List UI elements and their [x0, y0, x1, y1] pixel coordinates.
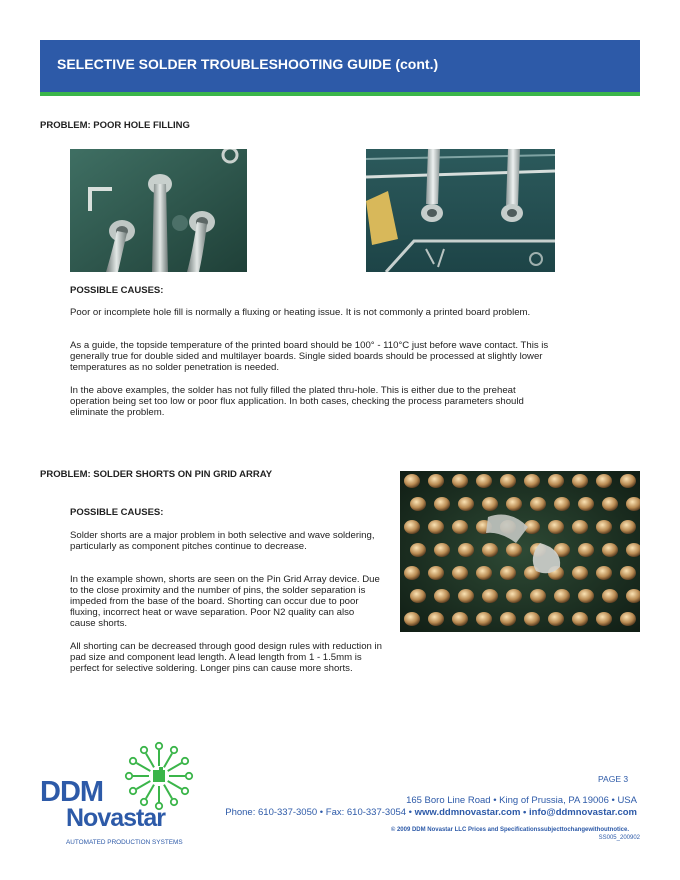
pga-pin	[506, 497, 522, 511]
pga-pin	[434, 543, 450, 557]
pga-pin	[428, 612, 444, 626]
pga-pin	[524, 612, 540, 626]
starburst-node	[182, 758, 188, 764]
starburst-node	[171, 747, 177, 753]
pga-pin	[404, 566, 420, 580]
pga-pin	[548, 612, 564, 626]
starburst-ray	[146, 753, 154, 767]
pga-pin	[578, 543, 594, 557]
pga-pin	[452, 566, 468, 580]
pga-pin	[476, 566, 492, 580]
footer-copyright: © 2009 DDM Novastar LLC Prices and Specificationssubjecttochangewithoutnotice.	[390, 827, 629, 833]
pga-pin	[452, 474, 468, 488]
pga-pin	[620, 566, 636, 580]
pga-pin	[530, 497, 546, 511]
logo-ddm: DDM	[40, 776, 104, 808]
footer-address: 165 Boro Line Road • King of Prussia, PA 19006 • USA	[406, 795, 637, 806]
pga-pin	[554, 589, 570, 603]
possible-causes-heading-1: POSSIBLE CAUSES:	[70, 285, 164, 296]
document-code: SS005_200902	[598, 835, 640, 841]
pga-pin	[620, 612, 636, 626]
starburst-ray	[136, 763, 150, 771]
pga-pin	[404, 520, 420, 534]
photo-poor-hole-fill-right	[366, 149, 555, 272]
pga-pin	[458, 543, 474, 557]
pga-pin	[548, 474, 564, 488]
header-accent-stripe	[40, 92, 640, 96]
photo-pin-grid-array-shorts	[400, 471, 640, 632]
starburst-ray	[136, 781, 150, 789]
starburst-node	[171, 799, 177, 805]
photo-poor-hole-fill-left	[70, 149, 247, 272]
pga-pin	[602, 543, 618, 557]
starburst-node	[141, 747, 147, 753]
footer-phone-fax: Phone: 610-337-3050 • Fax: 610-337-3054 •	[225, 807, 415, 818]
starburst-node	[126, 773, 132, 779]
pga-pin	[476, 612, 492, 626]
footer-contact	[225, 807, 637, 818]
pga-pin	[596, 612, 612, 626]
pga-pin	[602, 589, 618, 603]
pga-pin	[500, 474, 516, 488]
pga-pin	[410, 543, 426, 557]
logo-novastar: Novastar	[66, 804, 165, 832]
pga-pin	[404, 474, 420, 488]
starburst-node	[130, 788, 136, 794]
pga-pin	[500, 612, 516, 626]
pga-pin	[404, 612, 420, 626]
starburst-ray	[164, 785, 172, 799]
pga-pin	[602, 497, 618, 511]
pga-pin	[548, 520, 564, 534]
shorts-paragraph-2: In the example shown, shorts are seen on the Pin Grid Array device. Due to the close proximity and the number of pins, the solder separation is impeded from the base of the board. Shorting can occur due to poor fluxing, incorrect heat or wave separation. Poor N2 quality can also cause shorts.	[70, 574, 380, 629]
page-number: PAGE 3	[598, 774, 629, 784]
pga-pin	[554, 497, 570, 511]
pga-pin	[596, 566, 612, 580]
cause-paragraph-1: Poor or incomplete hole fill is normally a fluxing or heating issue. It is not commonly a printed board problem.	[70, 307, 531, 318]
pga-pin	[428, 520, 444, 534]
pga-pin	[410, 589, 426, 603]
pga-pin	[482, 497, 498, 511]
starburst-node	[182, 788, 188, 794]
cause-paragraph-3: In the above examples, the solder has not fully filled the plated thru-hole. This is either due to the preheat operation being set too low or poor flux application. In both cases, checking the process parameters should eliminate the problem.	[70, 385, 524, 418]
pga-pin	[596, 474, 612, 488]
pga-pin	[572, 612, 588, 626]
starburst-node	[186, 773, 192, 779]
pga-pin	[506, 543, 522, 557]
pga-pin	[410, 497, 426, 511]
pga-pin	[428, 474, 444, 488]
pga-pin	[572, 474, 588, 488]
problem-heading-solder-shorts: PROBLEM: SOLDER SHORTS ON PIN GRID ARRAY	[40, 469, 273, 480]
pga-pin	[482, 589, 498, 603]
footer-web-email[interactable]: www.ddmnovastar.com • info@ddmnovastar.com	[414, 807, 637, 818]
pga-pin	[620, 474, 636, 488]
pga-pin	[596, 520, 612, 534]
starburst-ray	[168, 763, 182, 771]
possible-causes-heading-2: POSSIBLE CAUSES:	[70, 507, 164, 518]
pga-pin	[578, 589, 594, 603]
page-title: SELECTIVE SOLDER TROUBLESHOOTING GUIDE (cont.)	[57, 56, 439, 72]
starburst-node	[156, 743, 162, 749]
cause-paragraph-2: As a guide, the topside temperature of the printed board should be 100° - 110°C just before wave contact. This is generally true for double sided and multilayer boards. Single sided boards should be processed at slightly lower temperatures as no solder penetration is needed.	[70, 340, 549, 373]
shorts-paragraph-3: All shorting can be decreased through good design rules with reduction in pad size and component lead length. A lead length from 1 - 1.5mm is perfect for selective soldering. Longer pins can cause more shorts.	[70, 641, 382, 674]
problem-heading-hole-filling: PROBLEM: POOR HOLE FILLING	[40, 120, 190, 131]
pga-pin	[530, 589, 546, 603]
pga-pin	[506, 589, 522, 603]
pga-pin	[452, 612, 468, 626]
pga-pin	[578, 497, 594, 511]
pga-pin	[428, 566, 444, 580]
pga-pin	[434, 497, 450, 511]
pga-pin	[434, 589, 450, 603]
pga-pin	[524, 474, 540, 488]
starburst-ray	[164, 753, 172, 767]
pga-pin	[500, 566, 516, 580]
pga-pin	[476, 474, 492, 488]
starburst-node	[130, 758, 136, 764]
starburst-ray	[168, 781, 182, 789]
pga-pin	[458, 497, 474, 511]
pga-pin	[482, 543, 498, 557]
pga-pin	[572, 566, 588, 580]
pga-pin	[458, 589, 474, 603]
shorts-paragraph-1: Solder shorts are a major problem in both selective and wave soldering, particularly as component pitches continue to decrease.	[70, 530, 375, 552]
pga-pin	[572, 520, 588, 534]
starburst-ray	[146, 785, 154, 799]
logo-tagline: AUTOMATED PRODUCTION SYSTEMS	[66, 839, 183, 846]
pga-pin	[452, 520, 468, 534]
pga-pin	[620, 520, 636, 534]
